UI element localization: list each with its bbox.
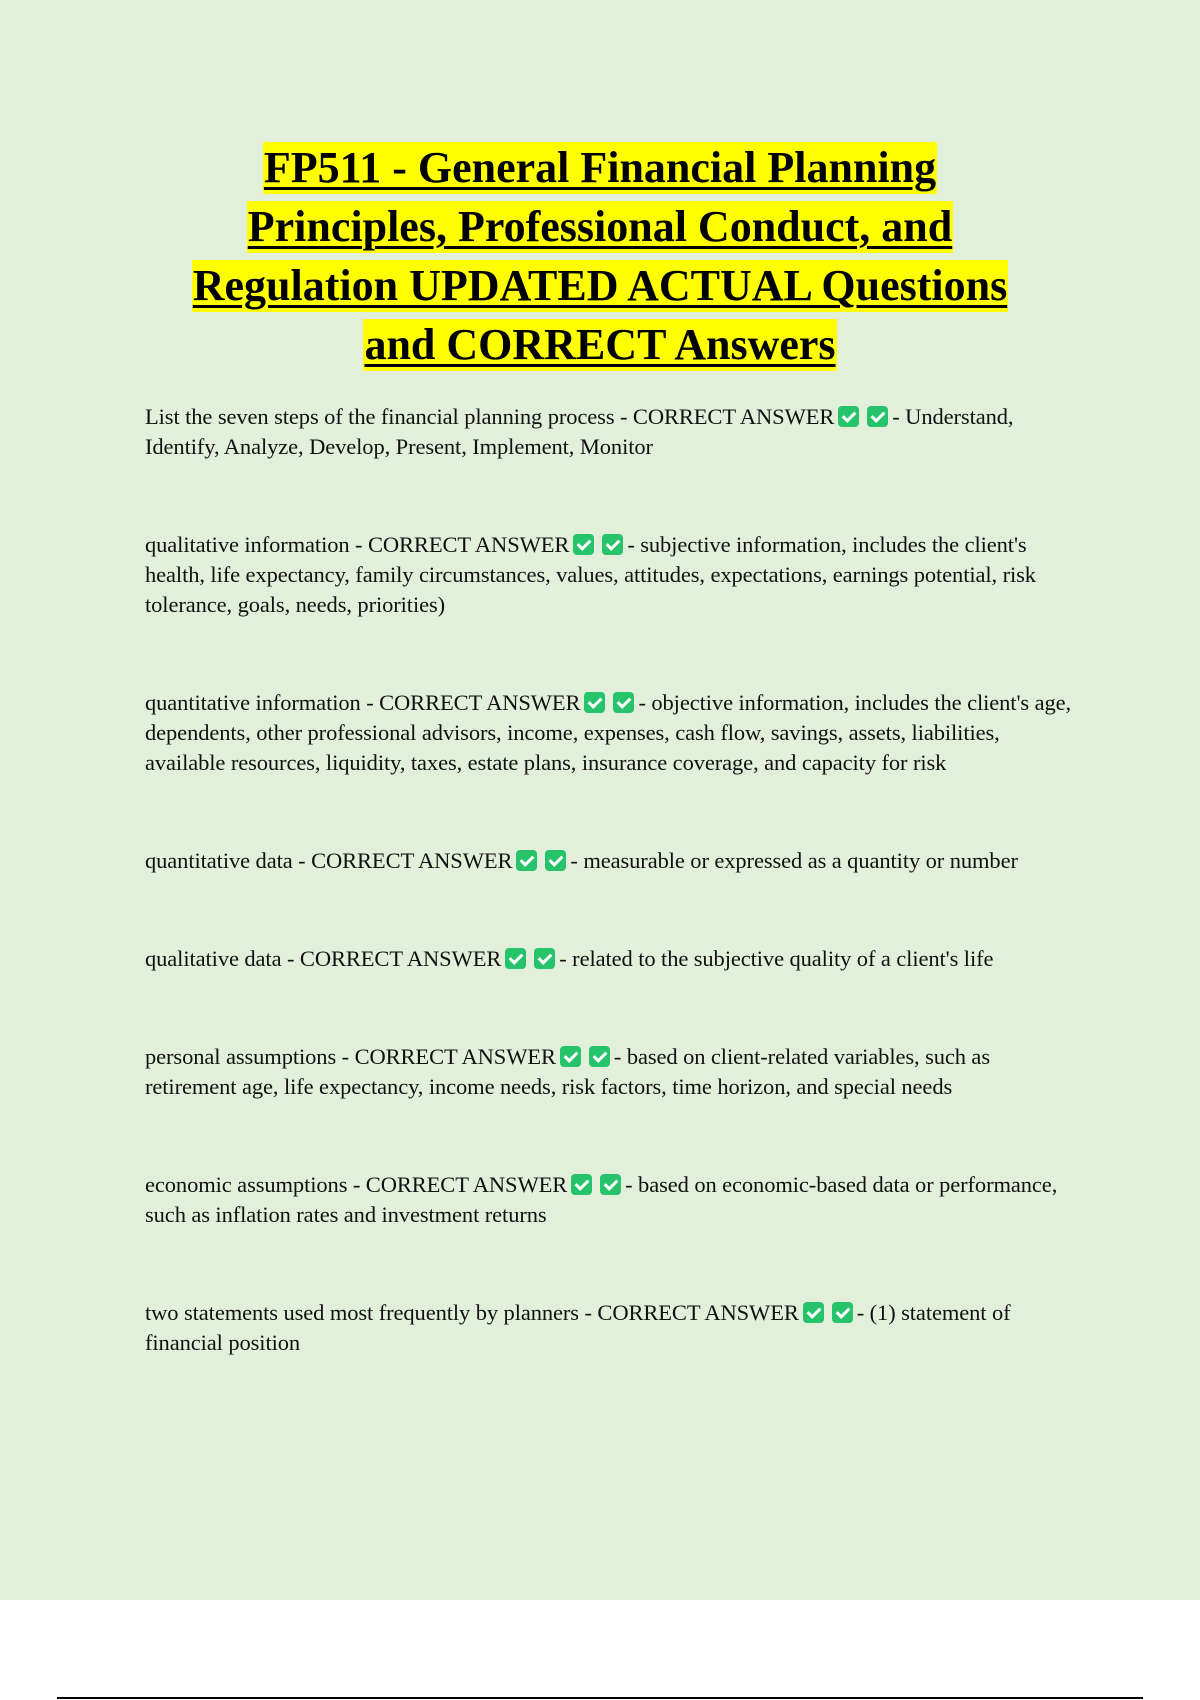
- title-line: and CORRECT Answers: [364, 320, 836, 369]
- qa-entry: [145, 846, 1080, 876]
- answer-text: - based on economic-based data or performance, such as inflation rates and investment returns: [145, 1172, 1058, 1227]
- check-mark-icon: [516, 850, 537, 871]
- qa-entry: [145, 1298, 1080, 1358]
- question-text: personal assumptions -: [145, 1044, 355, 1069]
- check-mark-icon: [534, 948, 555, 969]
- answer-text: - (1) statement of financial position: [145, 1300, 1011, 1355]
- title-line: Regulation UPDATED ACTUAL Questions: [192, 261, 1008, 310]
- answer-marker: CORRECT ANSWER: [299, 946, 502, 971]
- answer-text: - measurable or expressed as a quantity or number: [570, 848, 1018, 873]
- answer-marker: CORRECT ANSWER: [632, 404, 835, 429]
- check-mark-icon: [573, 534, 594, 555]
- answer-marker: CORRECT ANSWER: [311, 848, 513, 873]
- answer-text: - objective information, includes the client's age, dependents, other professional advisors, income, expenses, cash flow, savings, assets, liabilities, available resources, liquidity, taxes, estate plans, insurance coverage, and capacity for risk: [145, 690, 1072, 775]
- answer-text: - Understand, Identify, Analyze, Develop, Present, Implement, Monitor: [145, 404, 1014, 459]
- check-mark-icon: [832, 1302, 853, 1323]
- check-mark-icon: [838, 406, 859, 427]
- check-mark-icon: [584, 692, 605, 713]
- check-mark-icon: [545, 850, 566, 871]
- qa-entry: [145, 1170, 1080, 1230]
- check-mark-icon: [602, 534, 623, 555]
- qa-entry: [145, 688, 1080, 778]
- check-mark-icon: [613, 692, 634, 713]
- answer-marker: CORRECT ANSWER: [354, 1044, 556, 1069]
- answer-marker: CORRECT ANSWER: [367, 532, 570, 557]
- check-mark-icon: [571, 1174, 592, 1195]
- answer-marker: CORRECT ANSWER: [379, 690, 581, 715]
- title-line: FP511 - General Financial Planning: [263, 143, 937, 192]
- question-text: qualitative data -: [145, 946, 300, 971]
- qa-entry: [145, 402, 1080, 462]
- check-mark-icon: [589, 1046, 610, 1067]
- answer-text: - subjective information, includes the client's health, life expectancy, family circumstances, values, attitudes, expectations, earnings potential, risk tolerance, goals, needs, priorities): [145, 532, 1036, 617]
- footer-divider: [57, 1697, 1143, 1699]
- answer-marker: CORRECT ANSWER: [365, 1172, 568, 1197]
- qa-list: [145, 402, 1080, 1426]
- question-text: qualitative information -: [145, 532, 368, 557]
- question-text: two statements used most frequently by planners -: [145, 1300, 598, 1325]
- check-mark-icon: [505, 948, 526, 969]
- check-mark-icon: [803, 1302, 824, 1323]
- check-mark-icon: [867, 406, 888, 427]
- answer-text: - based on client-related variables, such as retirement age, life expectancy, income needs, risk factors, time horizon, and special needs: [145, 1044, 990, 1099]
- check-mark-icon: [600, 1174, 621, 1195]
- answer-marker: CORRECT ANSWER: [597, 1300, 799, 1325]
- answer-text: - related to the subjective quality of a client's life: [559, 946, 994, 971]
- title-line: Principles, Professional Conduct, and: [247, 202, 953, 251]
- question-text: economic assumptions -: [145, 1172, 366, 1197]
- question-text: quantitative data -: [145, 848, 312, 873]
- question-text: List the seven steps of the financial planning process -: [145, 404, 633, 429]
- document-title: [100, 142, 1100, 378]
- check-mark-icon: [560, 1046, 581, 1067]
- question-text: quantitative information -: [145, 690, 380, 715]
- qa-entry: [145, 1042, 1080, 1102]
- qa-entry: [145, 530, 1080, 620]
- qa-entry: [145, 944, 1080, 974]
